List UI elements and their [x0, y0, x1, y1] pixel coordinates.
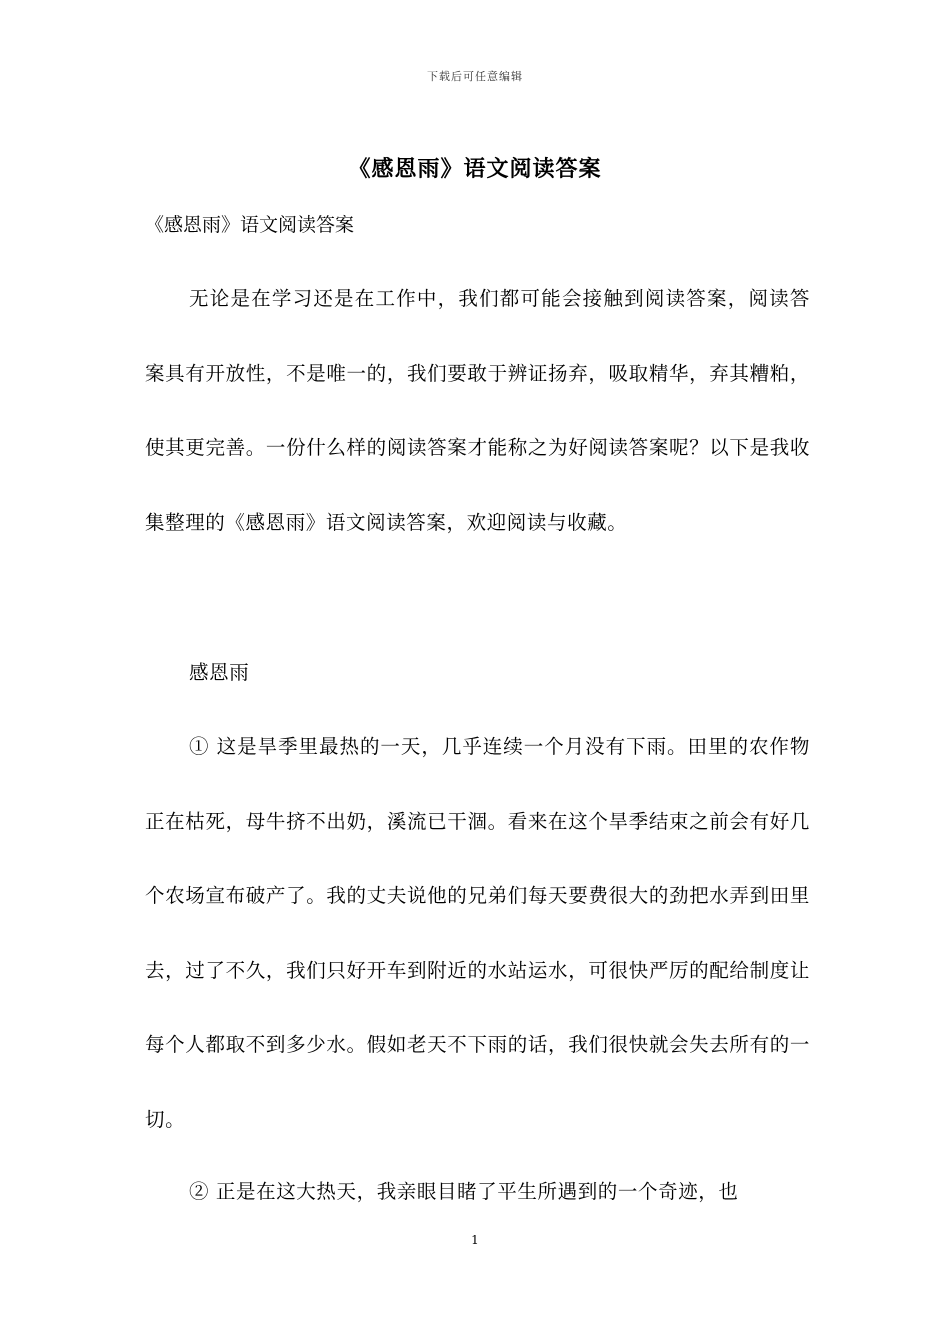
intro-paragraph: 无论是在学习还是在工作中，我们都可能会接触到阅读答案，阅读答案具有开放性，不是唯一的，我们要敢于辨证扬弃，吸取精华，弃其糟粕，使其更完善。一份什么样的阅读答案才能称之为好阅读答案呢？以下是我收集整理的《感恩雨》语文阅读答案，欢迎阅读与收藏。 [145, 287, 810, 534]
story-paragraph-2: ② 正是在这大热天，我亲眼目睹了平生所遇到的一个奇迹，也 [189, 1180, 739, 1203]
page-number: 1 [471, 1233, 479, 1247]
story-heading: 感恩雨 [189, 661, 250, 684]
header-note: 下载后可任意编辑 [427, 70, 523, 83]
document-title: 《感恩雨》语文阅读答案 [348, 156, 602, 182]
story-paragraph-1: ① 这是旱季里最热的一天，几乎连续一个月没有下雨。田里的农作物正在枯死，母牛挤不出奶，溪流已干涸。看来在这个旱季结束之前会有好几个农场宣布破产了。我的丈夫说他的兄弟们每天要费很大的劲把水弄到田里去，过了不久，我们只好开车到附近的水站运水，可很快严厉的配给制度让每个人都取不到多少水。假如老天不下雨的话，我们很快就会失去所有的一切。 [145, 735, 810, 1131]
document-subtitle: 《感恩雨》语文阅读答案 [145, 214, 355, 236]
